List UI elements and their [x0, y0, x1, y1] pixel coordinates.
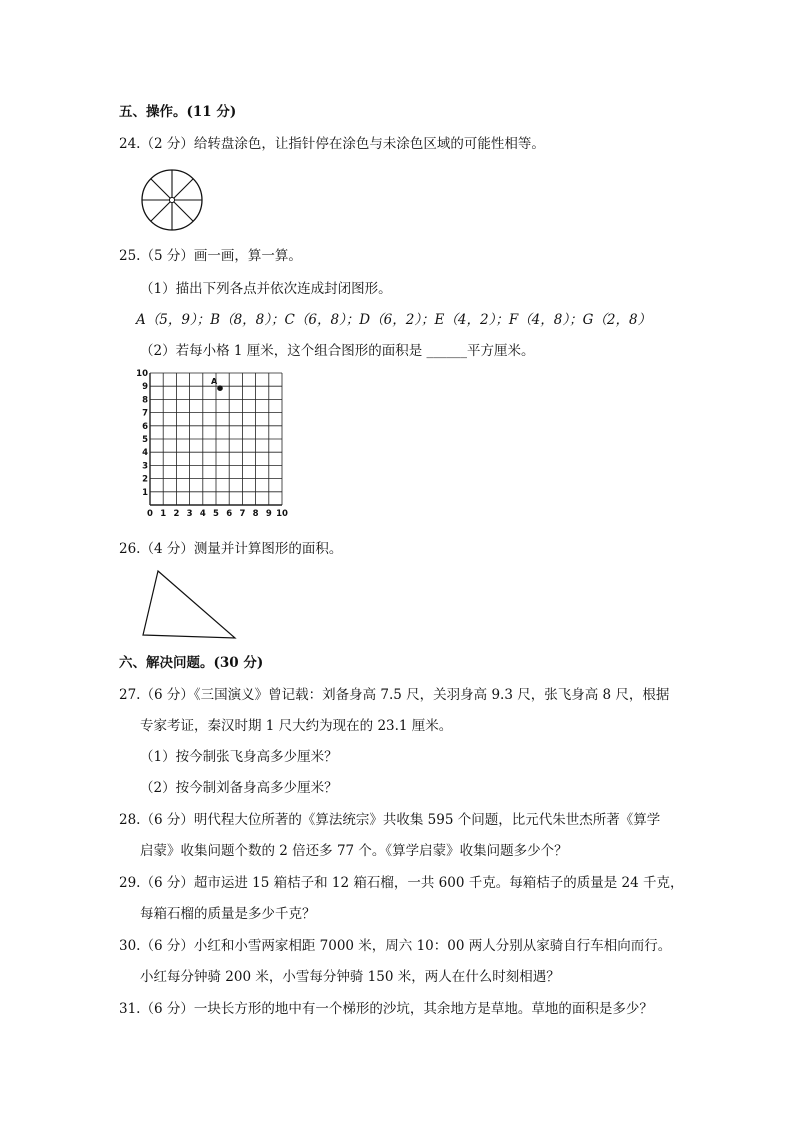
x-tick-label: 8 [252, 509, 259, 519]
y-tick-labels [136, 369, 148, 498]
x-tick-label: 1 [160, 509, 167, 519]
section-5-heading: 五、操作。(11 分) [119, 104, 237, 120]
x-tick-label: 9 [265, 509, 272, 519]
x-tick-label: 10 [276, 509, 288, 519]
x-tick-label: 4 [199, 509, 206, 519]
question-25-part-1: （1）描出下列各点并依次连成封闭图形。 [140, 281, 392, 297]
y-tick-label: 8 [142, 395, 148, 406]
y-tick-label: 3 [142, 461, 148, 472]
coordinate-grid[interactable] [135, 369, 295, 525]
grid-lines [150, 373, 282, 505]
x-tick-label: 3 [186, 509, 193, 519]
question-28-line-1: 28.（6 分）明代程大位所著的《算法统宗》共收集 595 个问题，比元代朱世杰所著《算学 [119, 812, 661, 828]
question-31-line-1: 31.（6 分）一块长方形的地中有一个梯形的沙坑，其余地方是草地。草地的面积是多少？ [119, 1001, 653, 1017]
question-28-line-2: 启蒙》收集问题个数的 2 倍还多 77 个。《算学启蒙》收集问题多少个？ [140, 843, 568, 859]
x-tick-labels [147, 509, 288, 519]
question-26-text: 26.（4 分）测量并计算图形的面积。 [119, 541, 343, 557]
y-tick-label: 9 [142, 382, 148, 393]
spinner-figure[interactable] [140, 169, 204, 233]
question-25-text: 25.（5 分）画一画，算一算。 [119, 248, 302, 264]
y-tick-label: 2 [142, 474, 148, 485]
triangle-figure[interactable] [140, 569, 240, 641]
x-tick-label: 6 [226, 509, 233, 519]
x-tick-label: 2 [173, 509, 180, 519]
y-tick-label: 4 [142, 448, 148, 459]
question-30-line-2: 小红每分钟骑 200 米，小雪每分钟骑 150 米，两人在什么时刻相遇？ [140, 969, 560, 985]
y-tick-label: 5 [142, 435, 148, 445]
x-tick-label: 5 [213, 509, 219, 519]
x-tick-label: 7 [239, 509, 246, 519]
y-tick-label: 1 [142, 487, 148, 498]
point-a-label: A [211, 377, 218, 387]
y-tick-label: 6 [142, 421, 148, 432]
y-tick-label: 7 [142, 408, 148, 419]
question-27-part-1: （1）按今制张飞身高多少厘米？ [140, 749, 338, 765]
section-6-heading: 六、解决问题。(30 分) [119, 655, 264, 671]
question-25-points: A（5，9）；B（8，8）；C（6，8）；D（6，2）；E（4，2）；F（4，8）；G（2，8） [136, 312, 652, 328]
y-tick-label: 10 [136, 369, 148, 379]
x-tick-label: 0 [147, 509, 153, 519]
point-a-marker [217, 385, 223, 391]
question-25-part-2: （2）若每小格 1 厘米，这个组合图形的面积是 ______平方厘米。 [140, 343, 535, 359]
spinner-center [169, 197, 174, 202]
question-27-line-1: 27.（6 分）《三国演义》曾记载：刘备身高 7.5 尺，关羽身高 9.3 尺，张飞身高 8 尺，根据 [119, 687, 670, 703]
question-30-line-1: 30.（6 分）小红和小雪两家相距 7000 米，周六 10：00 两人分别从家骑自行车相向而行。 [119, 938, 672, 954]
question-29-line-2: 每箱石榴的质量是多少千克？ [140, 906, 316, 922]
question-27-part-2: （2）按今制刘备身高多少厘米？ [140, 780, 338, 796]
question-29-line-1: 29.（6 分）超市运进 15 箱桔子和 12 箱石榴，一共 600 千克。每箱桔子的质量是 24 千克， [119, 875, 684, 891]
question-24-text: 24.（2 分）给转盘涂色，让指针停在涂色与未涂色区域的可能性相等。 [119, 136, 545, 152]
question-27-line-2: 专家考证，秦汉时期 1 尺大约为现在的 23.1 厘米。 [140, 718, 453, 734]
